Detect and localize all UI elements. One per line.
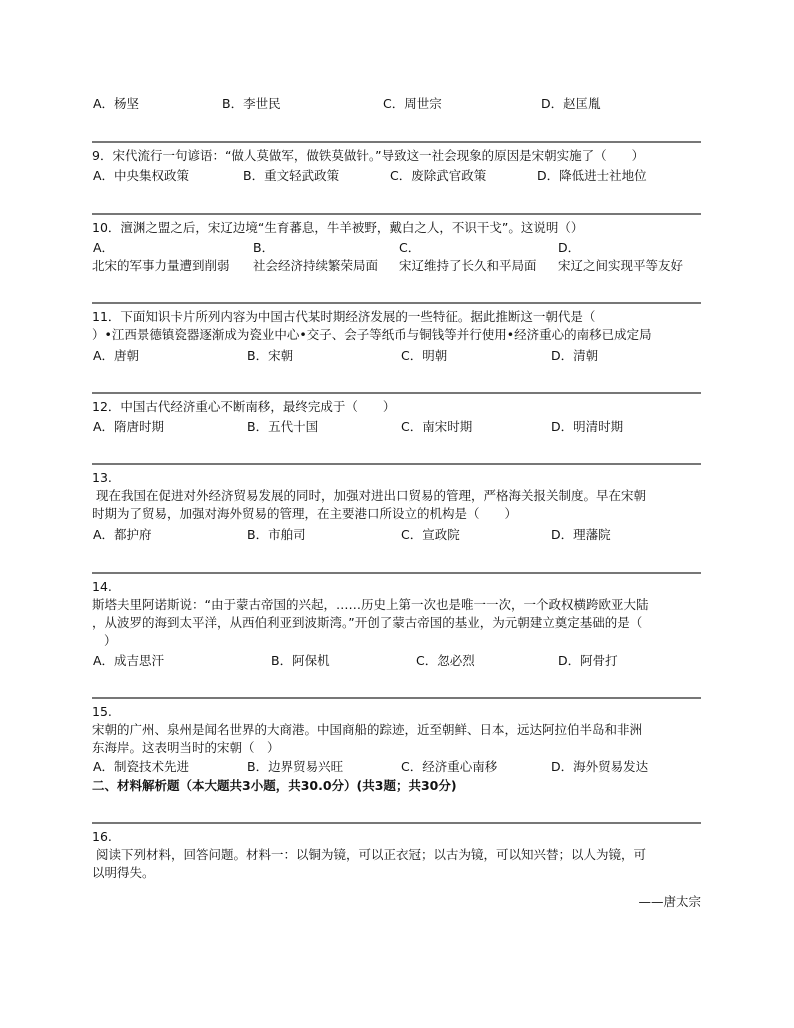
q14-option-b: B．阿保机 bbox=[271, 653, 330, 668]
q13-option-d: D．理藩院 bbox=[551, 527, 611, 542]
section-heading: 二、材料解析题（本大题共3小题，共30.0分）(共3题；共30分) bbox=[92, 778, 457, 793]
q9-option-d: D．降低进士社地位 bbox=[537, 168, 647, 183]
q12-option-a: A．隋唐时期 bbox=[93, 419, 165, 434]
q14-option-d: D．阿骨打 bbox=[558, 653, 618, 668]
divider bbox=[92, 141, 701, 143]
q10-option-d-text: 宋辽之间实现平等友好 bbox=[558, 258, 684, 273]
q9-stem: 9．宋代流行一句谚语：“做人莫做军，做铁莫做针。”导致这一社会现象的原因是宋朝实施了（ ） bbox=[92, 148, 645, 163]
q8-option-c: C．周世宗 bbox=[383, 96, 442, 111]
q15-stem-line1: 宋朝的广州、泉州是闻名世界的大商港。中国商船的踪迹，近至朝鲜、日本，远达阿拉伯半岛和非洲 bbox=[92, 722, 643, 737]
divider bbox=[92, 697, 701, 699]
q12-option-b: B．五代十国 bbox=[247, 419, 319, 434]
q15-number: 15. bbox=[92, 704, 112, 719]
q10-option-c-letter: C． bbox=[399, 240, 421, 255]
q10-option-d-letter: D． bbox=[558, 240, 581, 255]
q14-option-a: A．成吉思汗 bbox=[93, 653, 165, 668]
divider bbox=[92, 302, 701, 304]
q10-option-a-letter: A． bbox=[93, 240, 115, 255]
q14-stem-line3: ） bbox=[104, 633, 117, 648]
q16-stem-line1: 阅读下列材料，回答问题。材料一：以铜为镜，可以正衣冠；以古为镜，可以知兴替；以人为镜，可 bbox=[96, 847, 647, 862]
q10-option-b-letter: B． bbox=[253, 240, 275, 255]
divider bbox=[92, 213, 701, 215]
q14-number: 14. bbox=[92, 579, 112, 594]
q9-option-a: A．中央集权政策 bbox=[93, 168, 190, 183]
q13-option-b: B．市舶司 bbox=[247, 527, 306, 542]
q16-attribution: ——唐太宗 bbox=[638, 894, 701, 909]
q13-number: 13. bbox=[92, 470, 112, 485]
q15-option-d: D．海外贸易发达 bbox=[551, 759, 649, 774]
q9-option-c: C．废除武官政策 bbox=[390, 168, 487, 183]
q15-stem-line2: 东海岸。这表明当时的宋朝（ ） bbox=[92, 740, 280, 755]
q12-option-d: D．明清时期 bbox=[551, 419, 624, 434]
q13-stem-line1: 现在我国在促进对外经济贸易发展的同时，加强对进出口贸易的管理，严格海关报关制度。早在宋朝 bbox=[96, 488, 647, 503]
q11-option-a: A．唐朝 bbox=[93, 348, 140, 363]
q13-option-c: C．宣政院 bbox=[401, 527, 460, 542]
divider bbox=[92, 572, 701, 574]
divider bbox=[92, 822, 701, 824]
q11-stem-line2: ）•江西景德镇瓷器逐渐成为瓷业中心•交子、会子等纸币与铜钱等并行使用•经济重心的南移已成定局 bbox=[92, 327, 652, 342]
q16-number: 16. bbox=[92, 829, 112, 844]
q16-stem-line2: 以明得失。 bbox=[92, 865, 155, 880]
q10-option-c-text: 宋辽维持了长久和平局面 bbox=[399, 258, 537, 273]
divider bbox=[92, 463, 701, 465]
q9-option-b: B．重文轻武政策 bbox=[243, 168, 340, 183]
q12-stem: 12．中国古代经济重心不断南移，最终完成于（ ） bbox=[92, 399, 396, 414]
divider bbox=[92, 392, 701, 394]
q11-option-d: D．清朝 bbox=[551, 348, 599, 363]
q11-stem-line1: 11．下面知识卡片所列内容为中国古代某时期经济发展的一些特征。据此推断这一朝代是（ bbox=[92, 309, 596, 324]
q13-stem-line2: 时期为了贸易，加强对海外贸易的管理，在主要港口所设立的机构是（ ） bbox=[92, 506, 518, 521]
q15-option-b: B．边界贸易兴旺 bbox=[247, 759, 344, 774]
q8-option-a: A．杨坚 bbox=[93, 96, 140, 111]
q15-option-c: C．经济重心南移 bbox=[401, 759, 498, 774]
q10-option-b-text: 社会经济持续繁荣局面 bbox=[253, 258, 379, 273]
q8-option-b: B．李世民 bbox=[222, 96, 281, 111]
q14-stem-line1: 斯塔夫里阿诺斯说：“由于蒙古帝国的兴起，……历史上第一次也是唯一一次，一个政权横跨欧亚大陆 bbox=[92, 597, 649, 612]
q11-option-b: B．宋朝 bbox=[247, 348, 294, 363]
q12-option-c: C．南宋时期 bbox=[401, 419, 473, 434]
q15-option-a: A．制瓷技术先进 bbox=[93, 759, 190, 774]
q14-option-c: C．忽必烈 bbox=[416, 653, 475, 668]
q10-stem: 10．澶渊之盟之后，宋辽边境“生育蕃息，牛羊被野，戴白之人，不识干戈”。这说明（） bbox=[92, 220, 584, 235]
q13-option-a: A．都护府 bbox=[93, 527, 152, 542]
q14-stem-line2: ，从波罗的海到太平洋，从西伯利亚到波斯湾。”开创了蒙古帝国的基业，为元朝建立奠定基础的是（ bbox=[92, 615, 643, 630]
q11-option-c: C．明朝 bbox=[401, 348, 448, 363]
q10-option-a-text: 北宋的军事力量遭到削弱 bbox=[92, 258, 230, 273]
q8-option-d: D．赵匡胤 bbox=[541, 96, 601, 111]
